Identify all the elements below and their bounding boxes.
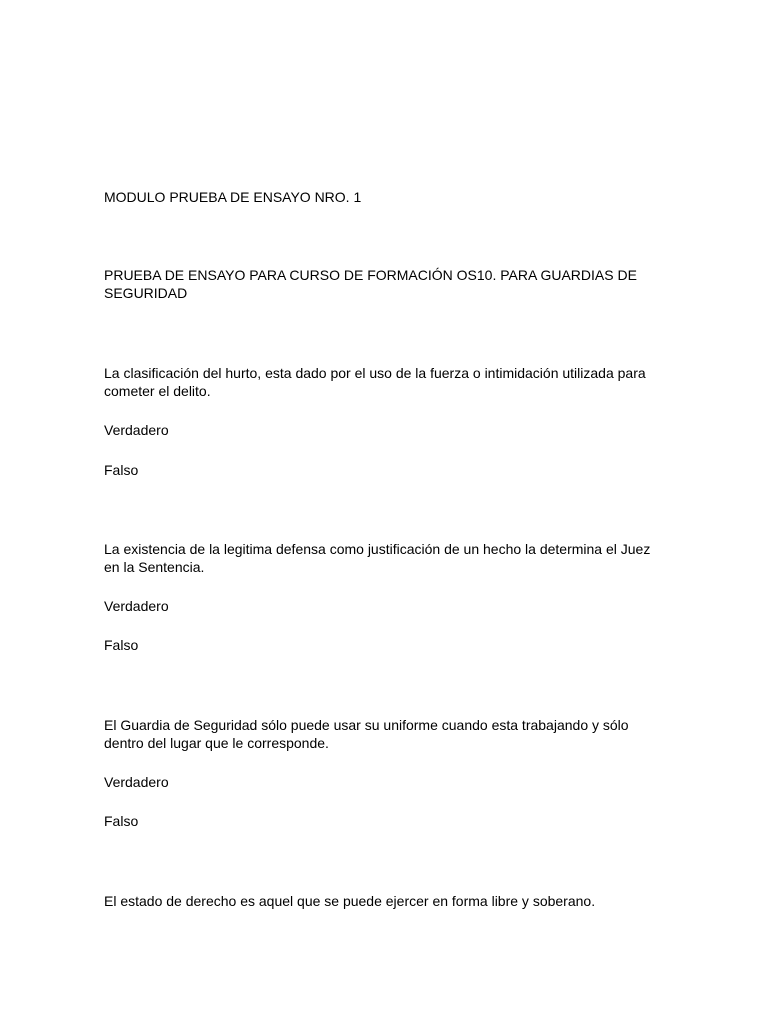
question-1-option-false: Falso [104, 462, 139, 478]
question-3-text: El Guardia de Seguridad sólo puede usar su uniforme cuando esta trabajando y sólo dentro del lugar que le corresponde. [104, 717, 629, 751]
question-1-option-true: Verdadero [104, 422, 169, 438]
module-title: MODULO PRUEBA DE ENSAYO NRO. 1 [104, 189, 362, 205]
exam-title: PRUEBA DE ENSAYO PARA CURSO DE FORMACIÓN OS10. PARA GUARDIAS DE SEGURIDAD [104, 267, 637, 301]
question-3-option-false: Falso [104, 813, 139, 829]
question-2-text: La existencia de la legitima defensa como justificación de un hecho la determina el Juez en la Sentencia. [104, 541, 651, 575]
question-3-option-true: Verdadero [104, 774, 169, 790]
question-4-text: El estado de derecho es aquel que se puede ejercer en forma libre y soberano. [104, 893, 596, 909]
question-2-option-false: Falso [104, 637, 139, 653]
question-1-text: La clasificación del hurto, esta dado por el uso de la fuerza o intimidación utilizada para cometer el delito. [104, 365, 646, 399]
question-2-option-true: Verdadero [104, 598, 169, 614]
